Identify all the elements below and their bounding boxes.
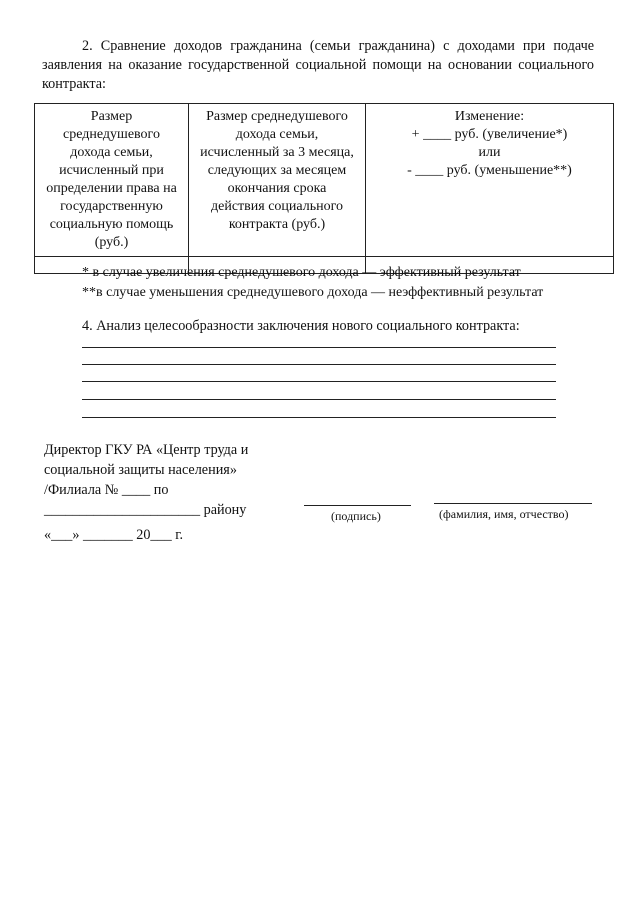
header-cell-three-month-income: Размер среднедушевого дохода семьи, исчисленный за 3 месяца, следующих за месяцем окончания срока действия социального контракта (руб.) (189, 104, 366, 257)
analysis-line-5[interactable] (82, 417, 556, 418)
analysis-line-2[interactable] (82, 364, 556, 365)
header-cell-change: Изменение: + ____ руб. (увеличение*) или - ____ руб. (уменьшение**) (366, 104, 614, 257)
section-4-heading: 4. Анализ целесообразности заключения нового социального контракта: (82, 318, 520, 334)
signature-caption: (подпись) (331, 509, 381, 523)
date-line: «___» _______ 20___ г. (44, 527, 183, 543)
director-district-line: ______________________ району (44, 502, 247, 518)
section-2-text: 2. Сравнение доходов гражданина (семьи гражданина) с доходами при подаче заявления на оказание государственной социальной помощи на основании социального контракта: (42, 38, 594, 92)
analysis-line-3[interactable] (82, 381, 556, 382)
analysis-line-1[interactable] (82, 347, 556, 348)
analysis-line-4[interactable] (82, 399, 556, 400)
section-2-paragraph (42, 37, 594, 94)
footnote-decrease: **в случае уменьшения среднедушевого дохода — неэффективный результат (82, 285, 544, 300)
director-branch-line: /Филиала № ____ по (44, 482, 169, 498)
full-name-line[interactable] (434, 503, 592, 504)
director-signature-block (44, 440, 248, 520)
director-title-line-1: Директор ГКУ РА «Центр труда и (44, 442, 249, 458)
income-comparison-table (34, 103, 614, 274)
footnote-increase: * в случае увеличения среднедушевого дохода — эффективный результат (82, 265, 521, 280)
signature-line[interactable] (304, 505, 411, 506)
director-title-line-2: социальной защиты населения» (44, 462, 237, 478)
full-name-caption: (фамилия, имя, отчество) (439, 507, 569, 521)
table-header-row (35, 104, 614, 257)
header-cell-initial-income: Размер среднедушевого дохода семьи, исчисленный при определении права на государственную социальную помощь (руб.) (35, 104, 189, 257)
